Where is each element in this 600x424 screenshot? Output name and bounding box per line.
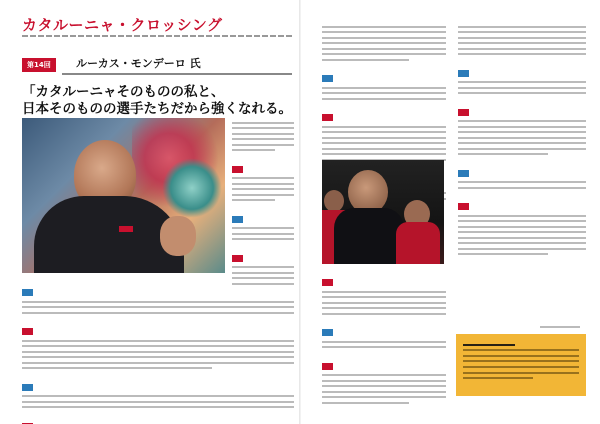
article-closing-credit: [540, 326, 580, 328]
series-subtitle-rule: [22, 34, 292, 37]
interview-photo: [22, 118, 225, 273]
right-body-column-2: [458, 22, 586, 259]
page-gutter: [299, 0, 301, 424]
game-photo: [322, 160, 444, 264]
question-marker: [22, 289, 33, 296]
answer-marker: [322, 114, 333, 121]
left-body-column-bottom: [22, 278, 294, 424]
headline-quote: [22, 84, 292, 118]
question-marker: [458, 170, 469, 177]
person-role: [62, 72, 292, 76]
headline-quote-line-2: 日本そのものの選手たちだから強くなれる。: [22, 101, 292, 117]
question-marker: [458, 70, 469, 77]
coach-body: [334, 208, 404, 264]
series-number-badge: 第14回: [22, 58, 56, 72]
question-marker: [232, 216, 243, 223]
answer-marker: [232, 166, 243, 173]
answer-marker: [322, 279, 333, 286]
person-name: ルーカス・モンデーロ 氏: [76, 57, 201, 70]
series-title: カタルーニャ・クロッシング: [22, 16, 223, 34]
answer-marker: [22, 328, 33, 335]
answer-marker: [458, 109, 469, 116]
answer-marker: [232, 255, 243, 262]
answer-marker: [322, 363, 333, 370]
question-marker: [22, 384, 33, 391]
answer-marker: [458, 203, 469, 210]
question-marker: [322, 75, 333, 82]
subject-hand: [160, 216, 196, 256]
right-body-column-1-bottom: [322, 268, 446, 407]
headline-quote-line-1: 「カタルーニャそのものの私と、: [22, 84, 225, 100]
profile-box: [456, 334, 586, 396]
question-marker: [322, 329, 333, 336]
left-body-column-right: [232, 118, 294, 288]
